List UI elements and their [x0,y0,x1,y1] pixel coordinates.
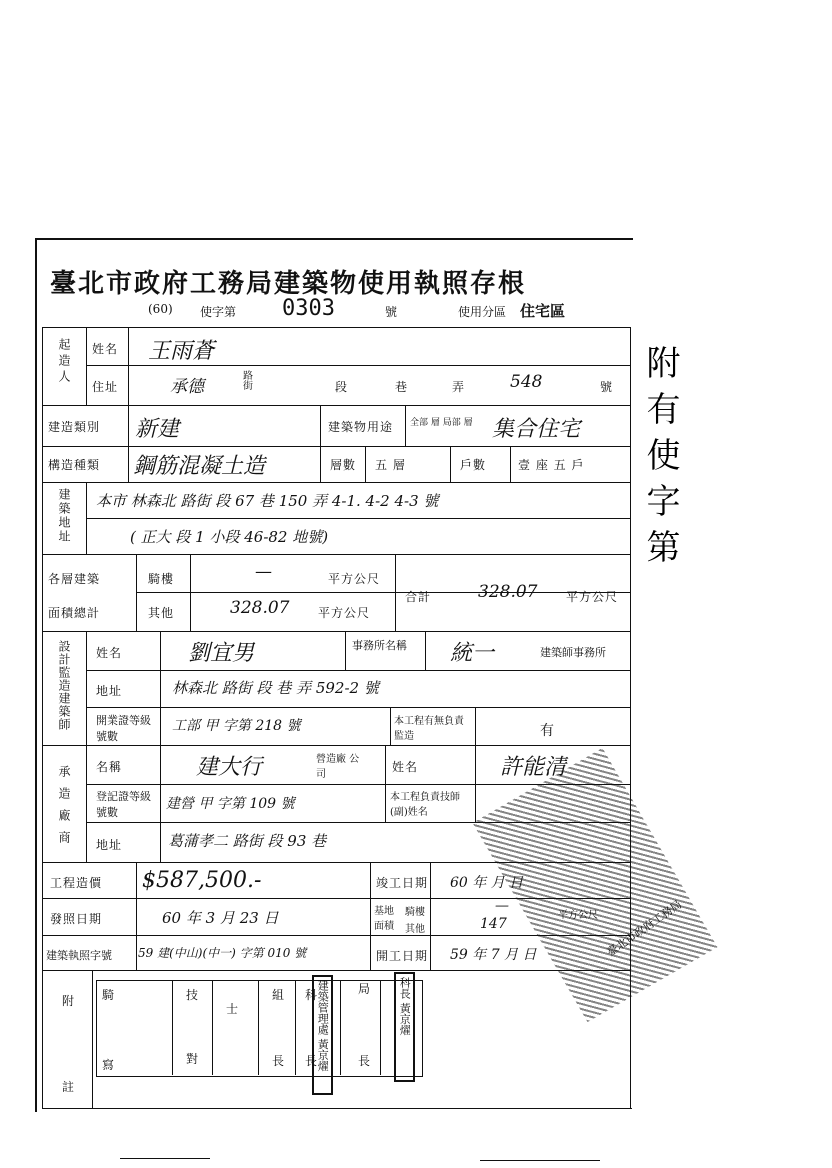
area-other: 328.07 [230,598,290,618]
remarks-col-line [295,980,296,1075]
use-label: 建築物用途 [328,420,394,434]
col-line [136,862,137,970]
contractor-reg-label: 登記證等級號數 [96,790,151,819]
remarks-col-line [172,980,173,1075]
issue-value: 60 年 3 月 23 日 [162,909,279,927]
col-line [160,631,161,862]
remarks-cell-9: 長 [305,1054,318,1068]
col-line [630,327,631,1108]
row-line [42,446,630,447]
col-line [190,554,191,631]
site-label: 建築地址 [57,488,71,544]
remarks-cell-1: 騎 [102,988,115,1002]
remarks-label-bottom: 註 [62,1080,76,1094]
designer-supervise: 有 [540,723,555,739]
side-annotation: 附有使字第 [640,345,680,575]
contractor-person: 許能清 [500,755,567,780]
remarks-cell-6: 組 [272,988,285,1002]
base-unit: 平方公尺 [558,910,598,921]
license-suffix: 號 [385,305,398,319]
row-line [42,898,630,899]
builder-addr-no: 548 [510,372,543,392]
license-year: (60) [148,302,173,316]
base-other: 147 [480,916,507,932]
builder-label: 起造人 [57,338,71,386]
col-line [42,327,43,1108]
col-line [345,631,346,670]
row-line [42,745,630,746]
col-line [128,405,129,482]
col-line [395,554,396,631]
side-stamp: 臺北市政府工務局 [604,897,685,959]
category-value: 新建 [135,417,180,442]
row-line [86,707,630,708]
area-other-unit: 平方公尺 [318,606,371,620]
scan-mark [120,1158,210,1159]
page-title: 臺北市政府工務局建築物使用執照存根 [50,269,527,299]
row-line [42,935,630,936]
builder-addr-road: 承德 [170,377,204,397]
col-line [450,446,451,482]
permit-value: 59 建(中山)(中一) 字第 010 號 [138,946,307,960]
row-line [42,1108,632,1109]
col-line [475,745,476,822]
issue-label: 發照日期 [50,912,103,926]
remarks-cell-5: 士 [226,1002,239,1016]
remarks-box [96,980,423,1077]
area-label-2: 面積總計 [48,606,101,620]
done-value: 60 年 月 日 [450,875,524,891]
start-value: 59 年 7 月 日 [450,947,537,963]
use-floors: 全部 層 局部 層 [410,418,473,428]
approval-stamp-1: 建築管理處 黃京燿 [312,975,333,1095]
cost-label: 工程造價 [50,876,103,890]
remarks-cell-3: 技 [186,988,199,1002]
site-line1: 本市 林森北 路街 段 67 巷 150 弄 4-1. 4-2 4-3 號 [96,492,439,510]
area-total-label: 合計 [405,590,432,604]
col-line [390,707,391,745]
col-line [320,405,321,482]
remarks-cell-2: 寫 [102,1058,115,1072]
row-line [136,592,630,593]
row-line [86,670,630,671]
builder-name: 王雨蒼 [148,339,215,364]
designer-office-suffix: 建築師事務所 [540,646,606,659]
contractor-label: 承造廠商 [57,765,71,853]
base-label: 基地面積 [374,906,394,932]
remarks-col-line [212,980,213,1075]
designer-cert: 工部 甲 字第 218 號 [172,718,301,734]
col-line [136,554,137,631]
remarks-col-line [258,980,259,1075]
designer-name-label: 姓名 [96,646,123,660]
scan-mark [480,1160,600,1161]
row-line [42,327,630,328]
license-number: 0303 [282,296,335,321]
contractor-name-suffix: 營造廠 公司 [316,754,360,780]
contractor-tech-label: 本工程負責技師(副)姓名 [390,792,460,818]
designer-label: 設計監造建築師 [57,640,71,731]
col-line [370,862,371,970]
contractor-name-label: 名稱 [96,760,123,774]
contractor-person-label: 姓名 [392,760,419,774]
builder-addr-road-unit: 路街 [243,371,253,392]
category-label: 建造類別 [48,420,101,434]
builder-name-label: 姓名 [92,342,119,356]
row-line [42,631,630,632]
floors-value: 五 層 [375,458,406,472]
site-line2: ( 正大 段 1 小段 46-82 地號) [130,528,329,546]
col-line [92,970,93,1108]
area-arcade-unit: 平方公尺 [328,572,381,586]
row-line [42,482,630,483]
permit-label: 建築執照字號 [46,949,112,962]
base-arcade: — [495,898,509,914]
col-line [430,862,431,970]
done-label: 竣工日期 [376,876,429,890]
start-label: 開工日期 [376,949,429,963]
households-label: 戶數 [460,458,487,472]
area-arcade: — [255,562,272,582]
col-line [510,446,511,482]
designer-office: 統一 [450,641,495,666]
col-line [365,446,366,482]
col-line [128,327,129,405]
area-total-unit: 平方公尺 [566,590,619,604]
structure-label: 構造種類 [48,458,101,472]
designer-supervise-label: 本工程有無負責監造 [394,716,464,742]
contractor-addr-label: 地址 [96,838,123,852]
row-line [86,365,630,366]
remarks-cell-4: 對 [186,1052,199,1066]
row-line [86,518,630,519]
designer-cert-label: 開業證等級號數 [96,714,151,743]
col-line [86,631,87,862]
designer-office-label: 事務所名稱 [352,639,407,652]
cost-value: $587,500.- [142,868,262,893]
floors-label: 層數 [330,458,357,472]
area-label-1: 各層建築 [48,572,101,586]
remarks-cell-8: 科 [305,988,318,1002]
base-arcade-label: 騎樓 [405,907,425,918]
remarks-label-top: 附 [62,994,76,1008]
remarks-col-line [340,980,341,1075]
col-line [86,482,87,554]
col-line [475,707,476,745]
col-line [425,631,426,670]
base-other-label: 其他 [405,924,425,935]
contractor-name: 建大行 [196,755,263,780]
row-line [42,862,630,863]
approval-stamp-2: 科長 黃京燿 [394,972,415,1082]
builder-addr-lane: 巷 [395,380,409,394]
area-arcade-label: 騎樓 [148,572,175,586]
contractor-reg: 建營 甲 字第 109 號 [166,796,295,812]
structure-value: 鋼筋混凝土造 [133,454,266,479]
use-value: 集合住宅 [492,417,581,442]
row-line [42,970,630,971]
area-total: 328.07 [478,582,538,602]
remarks-cell-7: 長 [272,1054,285,1068]
zone-value: 住宅區 [520,302,566,320]
builder-addr-label: 住址 [92,380,119,394]
builder-addr-sec: 段 [335,380,349,394]
designer-addr-label: 地址 [96,684,123,698]
remarks-cell-10: 局 [358,982,371,996]
households-value: 壹 座 五 戶 [518,458,585,472]
builder-addr-hao: 號 [600,380,614,394]
row-line [86,784,630,785]
zone-label: 使用分區 [458,305,507,319]
contractor-addr: 葛蒲孝二 路街 段 93 巷 [168,832,327,850]
builder-addr-alley: 弄 [452,380,466,394]
remarks-col-line [380,980,381,1075]
col-line [86,327,87,405]
license-prefix: 使字第 [200,305,237,319]
row-line [86,822,630,823]
designer-addr: 林森北 路街 段 巷 弄 592-2 號 [172,679,379,697]
col-line [405,405,406,446]
designer-name: 劉宜男 [188,641,255,666]
row-line [42,554,630,555]
col-line [385,745,386,822]
row-line [42,405,630,406]
remarks-cell-11: 長 [358,1054,371,1068]
area-other-label: 其他 [148,606,175,620]
